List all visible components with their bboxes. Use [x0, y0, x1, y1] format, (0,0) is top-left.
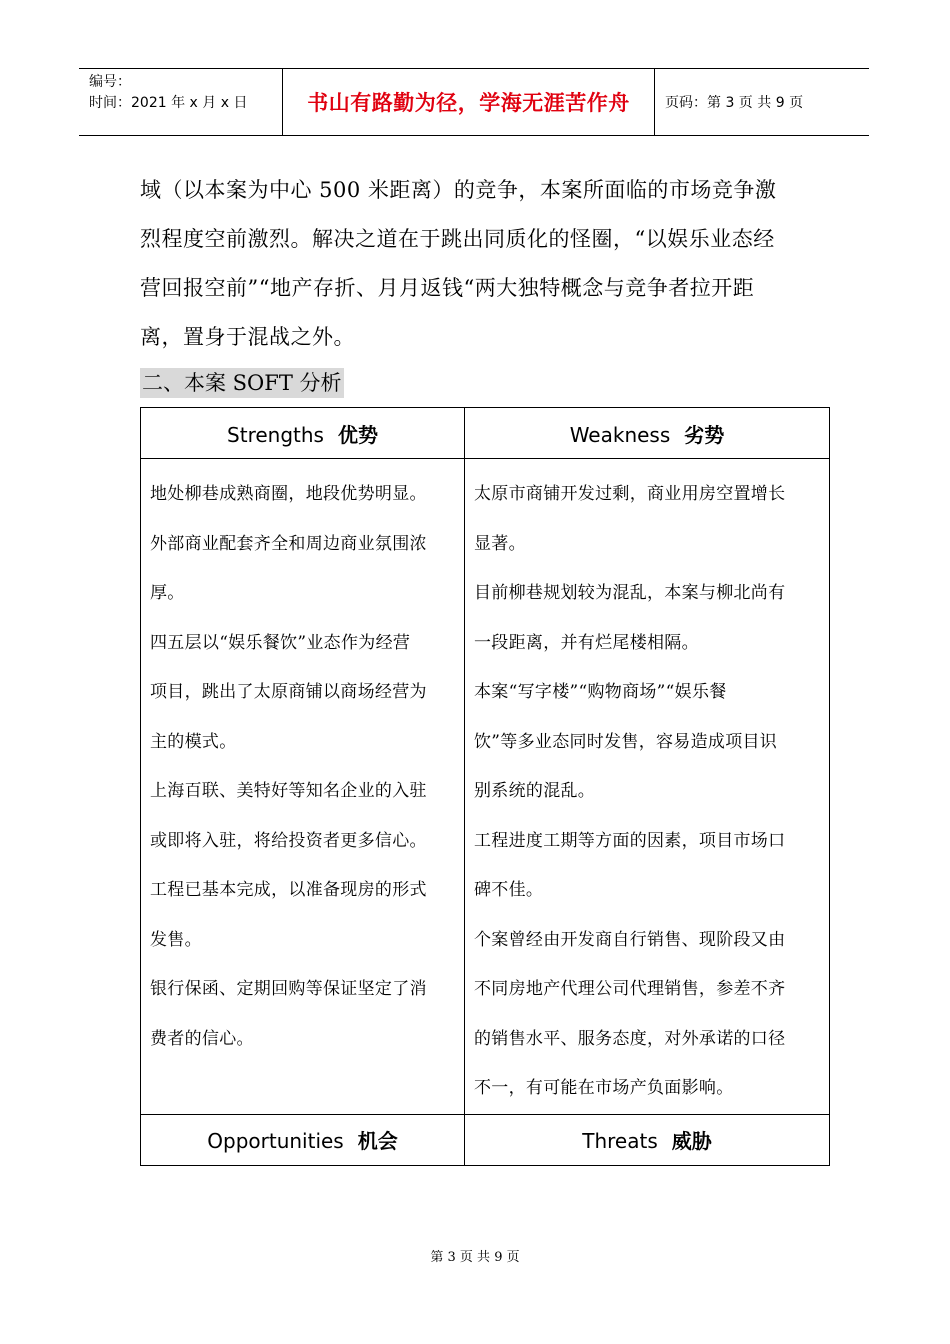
swot-table [140, 407, 830, 1166]
opportunities-en: Opportunities [207, 1129, 344, 1153]
strengths-en: Strengths [227, 422, 324, 447]
weakness-line: 不同房地产代理公司代理销售，参差不齐 [474, 979, 786, 999]
strengths-line: 上海百联、美特好等知名企业的入驻 [150, 781, 427, 801]
strengths-line: 发售。 [150, 929, 202, 950]
opportunities-header [141, 1114, 465, 1165]
swot-content-row [141, 459, 830, 1115]
weakness-line: 太原市商铺开发过剩，商业用房空置增长 [474, 484, 786, 504]
strengths-line: 四五层以“娱乐餐饮”业态作为经营 [150, 632, 411, 653]
strengths-list [141, 459, 464, 1064]
page-header [79, 68, 869, 136]
strengths-line: 费者的信心。 [150, 1028, 254, 1049]
header-motto-cell [283, 69, 655, 135]
header-page-cell [655, 69, 869, 135]
swot-header-row [141, 408, 830, 459]
strengths-line: 工程已基本完成，以准备现房的形式 [150, 880, 427, 900]
header-motto: 书山有路勤为径，学海无涯苦作舟 [307, 90, 630, 115]
threats-zh: 威胁 [671, 1129, 712, 1153]
strengths-line: 项目，跳出了太原商铺以商场经营为 [150, 682, 427, 702]
body-line: 营回报空前”“地产存折、月月返钱“两大独特概念与竞争者拉开距 [140, 276, 755, 300]
weakness-line: 碑不佳。 [474, 880, 544, 900]
weakness-line: 本案“写字楼”“购物商场”“娱乐餐 [474, 682, 727, 702]
document-number-label: 编号： [89, 74, 131, 90]
strengths-line: 主的模式。 [150, 731, 237, 752]
threats-header [465, 1114, 830, 1165]
page-footer: 第 3 页 共 9 页 [430, 1250, 520, 1265]
section-heading: 二、本案 SOFT 分析 [140, 368, 344, 398]
strengths-cell [141, 459, 465, 1115]
weakness-line: 饮”等多业态同时发售，容易造成项目识 [474, 731, 778, 752]
weakness-zh: 劣势 [684, 422, 725, 447]
body-line: 烈程度空前激烈。解决之道在于跳出同质化的怪圈，“以娱乐业态经 [140, 227, 775, 251]
strengths-line: 银行保函、定期回购等保证坚定了消 [150, 979, 427, 999]
document-date-label: 时间：2021 年 x 月 x 日 [89, 95, 248, 111]
weakness-line: 一段距离，并有烂尾楼相隔。 [474, 632, 699, 653]
weakness-line: 目前柳巷规划较为混乱，本案与柳北尚有 [474, 583, 786, 603]
opportunities-zh: 机会 [357, 1129, 398, 1153]
strengths-header [141, 408, 465, 459]
weakness-line: 不一，有可能在市场产负面影响。 [474, 1078, 734, 1098]
strengths-line: 厚。 [150, 583, 185, 603]
weakness-line: 工程进度工期等方面的因素，项目市场口 [474, 830, 786, 851]
weakness-header [465, 408, 830, 459]
strengths-line: 或即将入驻，将给投资者更多信心。 [150, 830, 427, 851]
weakness-line: 的销售水平、服务态度，对外承诺的口径 [474, 1028, 786, 1049]
strengths-line: 地处柳巷成熟商圈，地段优势明显。 [150, 484, 427, 504]
weakness-cell [465, 459, 830, 1115]
strengths-line: 外部商业配套齐全和周边商业氛围浓 [150, 533, 427, 554]
threats-en: Threats [582, 1129, 658, 1153]
header-page-number: 页码：第 3 页 共 9 页 [665, 95, 804, 111]
body-line: 离，置身于混战之外。 [140, 325, 355, 349]
weakness-line: 别系统的混乱。 [474, 781, 596, 801]
weakness-en: Weakness [569, 422, 671, 447]
header-meta [79, 69, 283, 135]
swot-bottom-header-row [141, 1114, 830, 1165]
weakness-line: 个案曾经由开发商自行销售、现阶段又由 [474, 929, 786, 950]
weakness-list [465, 459, 829, 1114]
body-paragraph [140, 166, 830, 362]
strengths-zh: 优势 [337, 422, 378, 447]
weakness-line: 显著。 [474, 533, 526, 554]
body-line: 域（以本案为中心 500 米距离）的竞争，本案所面临的市场竞争激 [140, 178, 777, 202]
